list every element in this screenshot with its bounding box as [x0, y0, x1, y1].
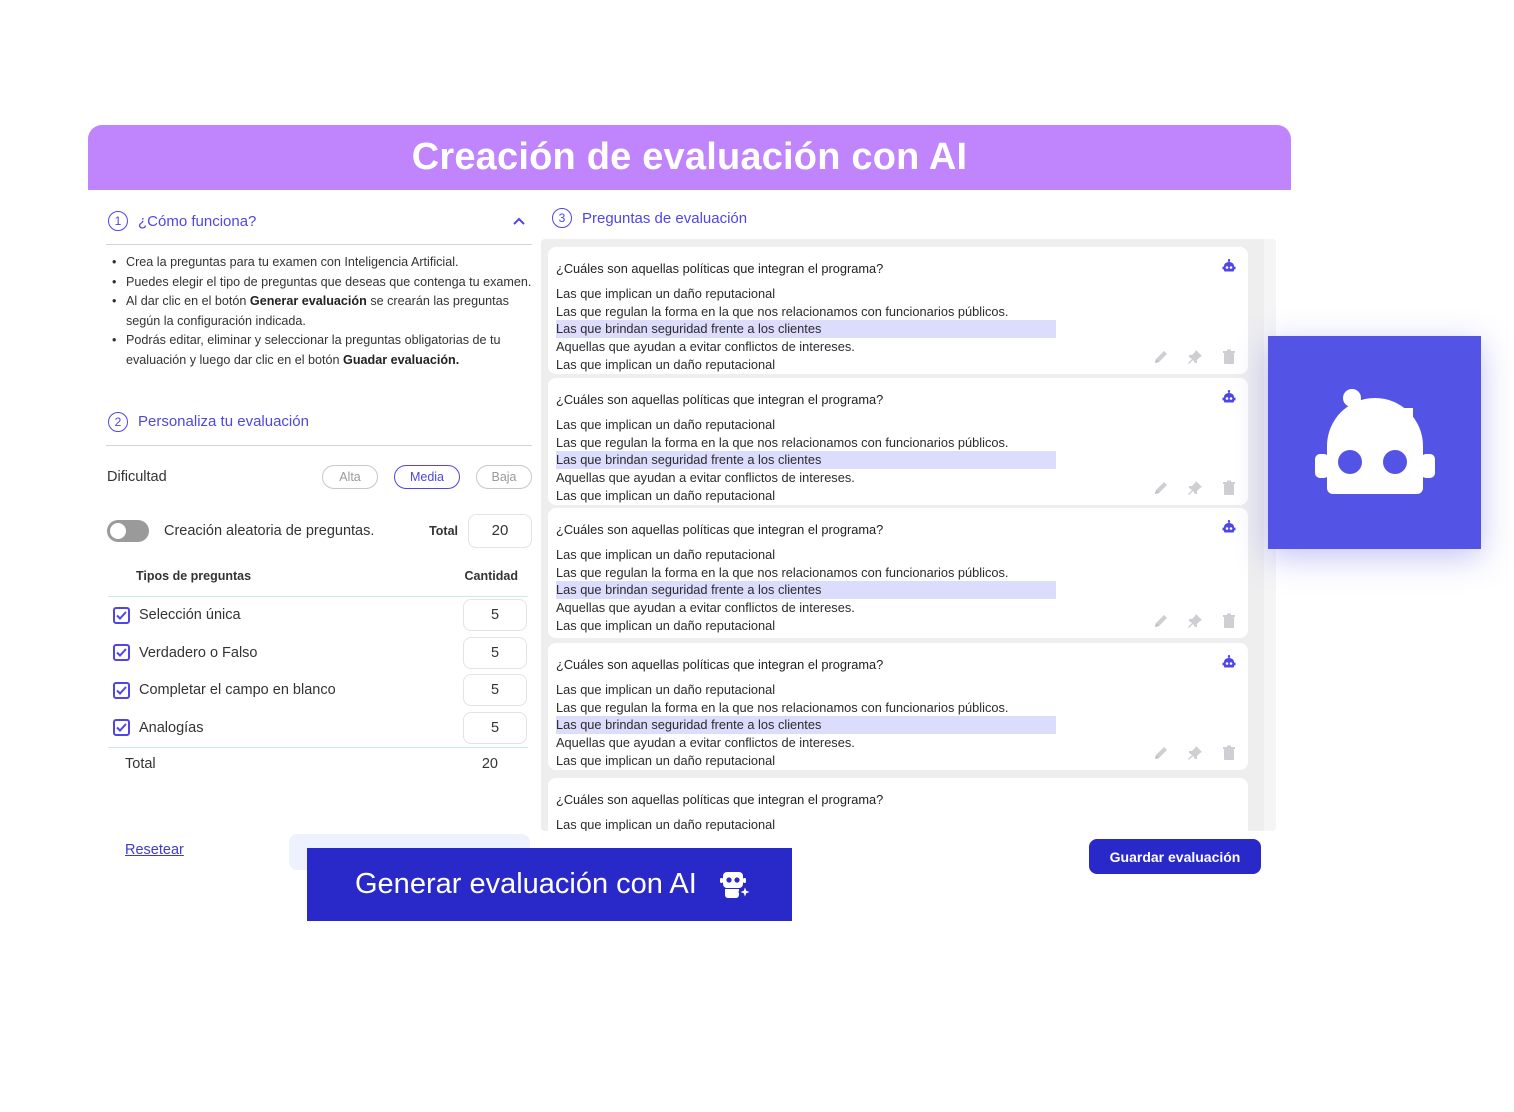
pin-icon[interactable] [1186, 348, 1204, 366]
sum-value: 20 [481, 755, 498, 772]
option-list [556, 681, 1240, 769]
option: Las que implican un daño reputacional [556, 547, 776, 562]
option: Las que regulan la forma en la que nos relacionamos con funcionarios públicos. [556, 303, 1009, 319]
types-header: Tipos de preguntas [136, 568, 252, 583]
robot-question-icon [1268, 336, 1481, 549]
question-actions [1152, 479, 1238, 497]
option: Las que implican un daño reputacional [556, 417, 776, 432]
type-name: Analogías [139, 719, 204, 736]
option: Las que implican un daño reputacional [556, 286, 776, 301]
option: Las que implican un daño reputacional [556, 682, 776, 697]
option: Aquellas que ayudan a evitar conflictos de intereses. [556, 470, 855, 486]
list-item: • Puedes elegir el tipo de preguntas que deseas que contenga tu examen. [112, 273, 532, 293]
how-it-works-title: ¿Cómo funciona? [138, 212, 257, 230]
difficulty-row [104, 464, 532, 490]
correct-option: Las que brindan seguridad frente a los clientes [556, 451, 1056, 469]
pencil-icon[interactable] [1152, 612, 1170, 630]
option: Las que implican un daño reputacional [556, 356, 776, 372]
sum-label: Total [125, 755, 156, 772]
pin-icon[interactable] [1186, 744, 1204, 762]
question-card[interactable] [548, 643, 1248, 770]
robot-icon [1222, 390, 1236, 404]
questions-panel[interactable] [541, 239, 1276, 831]
question-type-row [104, 634, 532, 672]
trash-icon[interactable] [1220, 348, 1238, 366]
reset-link[interactable]: Resetear [125, 842, 184, 858]
pencil-icon[interactable] [1152, 479, 1170, 497]
question-text: ¿Cuáles son aquellas políticas que integran el programa? [556, 261, 884, 276]
question-card[interactable] [548, 247, 1248, 374]
page-title: Creación de evaluación con AI [411, 136, 968, 178]
customize-header [104, 401, 532, 443]
robot-icon [1222, 259, 1236, 273]
pencil-icon[interactable] [1152, 348, 1170, 366]
difficulty-alta-pill[interactable]: Alta [322, 465, 378, 489]
robot-sparkle-icon [719, 868, 753, 902]
option-list [556, 546, 1240, 634]
trash-icon[interactable] [1220, 744, 1238, 762]
types-table-header [104, 565, 532, 587]
question-type-row [104, 597, 532, 635]
type-qty-input[interactable]: 5 [463, 599, 527, 631]
trash-icon[interactable] [1220, 479, 1238, 497]
divider [106, 445, 532, 446]
how-it-works-header[interactable] [104, 200, 532, 242]
list-item: • Podrás editar, eliminar y seleccionar la preguntas obligatorias de tu evaluación y luego dar clic en el botón Guadar evaluación. [112, 331, 532, 370]
robot-icon [1222, 520, 1236, 534]
option: Aquellas que ayudan a evitar conflictos de intereses. [556, 339, 855, 355]
option: Las que implican un daño reputacional [556, 617, 776, 633]
option-list [556, 285, 1240, 373]
pin-icon[interactable] [1186, 479, 1204, 497]
question-actions [1152, 744, 1238, 762]
type-qty-input[interactable]: 5 [463, 674, 527, 706]
step-number: 1 [108, 211, 128, 231]
type-checkbox[interactable] [113, 644, 130, 661]
question-type-row [104, 709, 532, 747]
total-input[interactable]: 20 [468, 514, 532, 548]
type-name: Verdadero o Falso [139, 644, 258, 661]
difficulty-media-pill[interactable]: Media [394, 465, 460, 489]
generate-button[interactable] [307, 848, 792, 921]
random-row [104, 514, 532, 548]
trash-icon[interactable] [1220, 612, 1238, 630]
random-toggle[interactable] [107, 520, 149, 542]
left-panel [104, 200, 532, 780]
correct-option: Las que brindan seguridad frente a los clientes [556, 716, 1056, 734]
correct-option: Las que brindan seguridad frente a los clientes [556, 320, 1056, 338]
question-text: ¿Cuáles son aquellas políticas que integran el programa? [556, 792, 884, 807]
type-name: Selección única [139, 607, 241, 624]
option: Las que regulan la forma en la que nos relacionamos con funcionarios públicos. [556, 564, 1009, 580]
customize-title: Personaliza tu evaluación [138, 413, 309, 431]
question-text: ¿Cuáles son aquellas políticas que integran el programa? [556, 657, 884, 672]
question-actions [1152, 348, 1238, 366]
pencil-icon[interactable] [1152, 744, 1170, 762]
list-item: • Crea la preguntas para tu examen con Inteligencia Artificial. [112, 253, 532, 273]
option: Las que regulan la forma en la que nos relacionamos con funcionarios públicos. [556, 434, 1009, 450]
page-banner [88, 125, 1291, 190]
option-list [556, 416, 1240, 504]
question-type-row [104, 672, 532, 710]
questions-header [548, 198, 747, 238]
save-button[interactable]: Guardar evaluación [1089, 839, 1261, 874]
option: Las que regulan la forma en la que nos relacionamos con funcionarios públicos. [556, 699, 1009, 715]
difficulty-baja-pill[interactable]: Baja [476, 465, 532, 489]
type-checkbox[interactable] [113, 682, 130, 699]
generate-label: Generar evaluación con AI [355, 868, 697, 900]
option: Las que implican un daño reputacional [556, 487, 776, 503]
type-name: Completar el campo en blanco [139, 682, 336, 699]
step-number: 2 [108, 412, 128, 432]
step-number: 3 [552, 208, 572, 228]
how-it-works-list [104, 245, 532, 371]
chevron-up-icon[interactable] [510, 212, 528, 230]
question-card[interactable] [548, 378, 1248, 505]
random-label: Creación aleatoria de preguntas. [164, 522, 375, 539]
correct-option: Las que brindan seguridad frente a los clientes [556, 581, 1056, 599]
types-list [104, 597, 532, 747]
total-label: Total [429, 523, 458, 538]
option: Aquellas que ayudan a evitar conflictos de intereses. [556, 600, 855, 616]
questions-title: Preguntas de evaluación [582, 209, 748, 227]
difficulty-label: Dificultad [107, 468, 167, 485]
question-text: ¿Cuáles son aquellas políticas que integran el programa? [556, 392, 884, 407]
type-qty-input[interactable]: 5 [463, 712, 527, 744]
question-card[interactable] [548, 778, 1248, 831]
sum-row [104, 748, 532, 780]
type-checkbox[interactable] [113, 719, 130, 736]
question-text: ¿Cuáles son aquellas políticas que integran el programa? [556, 522, 884, 537]
question-actions [1152, 612, 1238, 630]
robot-icon [1222, 655, 1236, 669]
qty-header: Cantidad [464, 568, 518, 583]
option: Aquellas que ayudan a evitar conflictos de intereses. [556, 735, 855, 751]
option-list [556, 816, 1240, 831]
type-qty-input[interactable]: 5 [463, 637, 527, 669]
list-item: • Al dar clic en el botón Generar evaluación se crearán las preguntas según la configuración indicada. [112, 292, 532, 331]
type-checkbox[interactable] [113, 607, 130, 624]
pin-icon[interactable] [1186, 612, 1204, 630]
difficulty-options [322, 465, 532, 489]
question-card[interactable] [548, 508, 1248, 638]
option: Las que implican un daño reputacional [556, 752, 776, 768]
option: Las que implican un daño reputacional [556, 817, 776, 831]
